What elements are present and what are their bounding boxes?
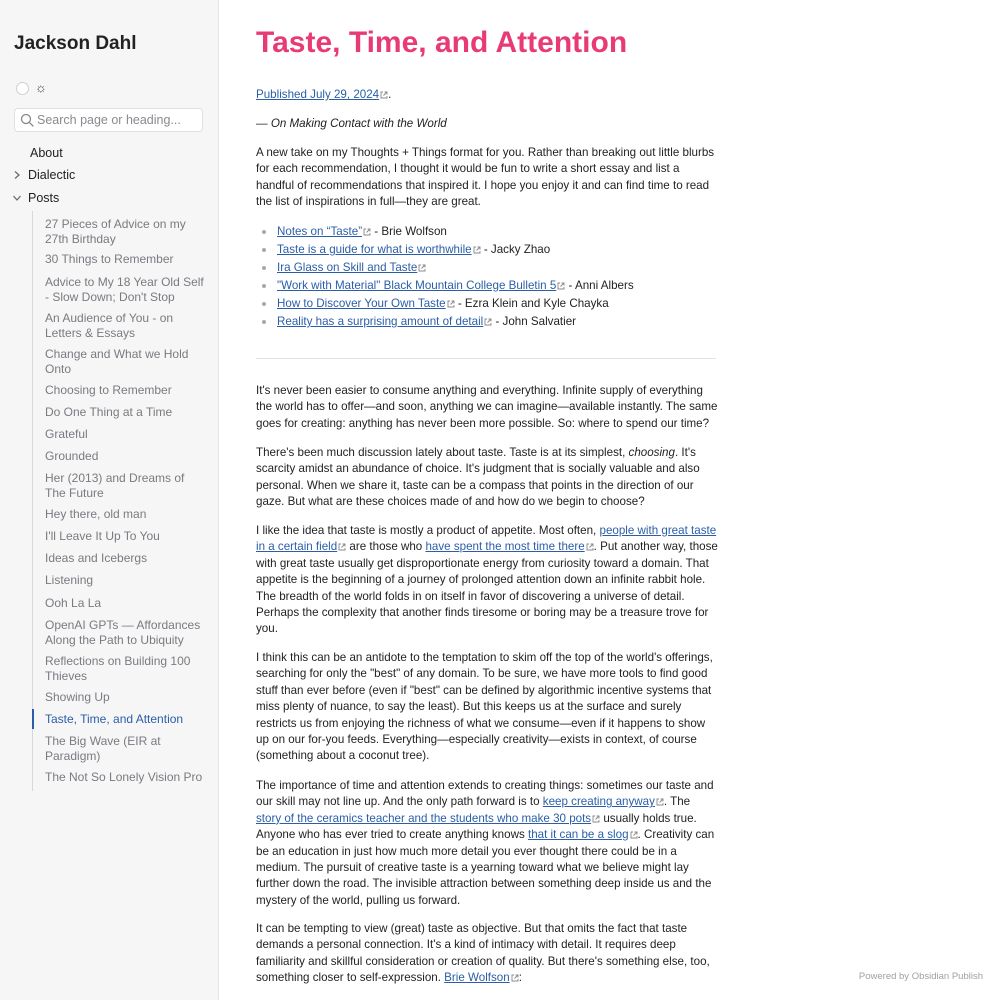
post-link[interactable]: Ooh La La xyxy=(45,596,102,610)
recommendation-link[interactable] xyxy=(277,315,492,328)
recommendation-author: - Ezra Klein and Kyle Chayka xyxy=(454,297,609,310)
inline-link-text: story of the ceramics teacher and the students who make 30 pots xyxy=(256,811,592,825)
external-link-icon xyxy=(338,543,346,551)
external-link-icon xyxy=(592,815,600,823)
post-link[interactable]: Hey there, old man xyxy=(45,507,147,521)
recommendation-link[interactable] xyxy=(277,279,565,292)
bullet xyxy=(262,320,266,324)
inline-link-text: people with great taste in a certain field xyxy=(256,524,717,554)
divider xyxy=(256,358,716,359)
post-link[interactable]: I'll Leave It Up To You xyxy=(45,529,160,543)
chevron-down-icon[interactable] xyxy=(12,193,22,203)
inline-link[interactable] xyxy=(543,795,664,808)
recommendation-link-text: "Work with Material" Black Mountain College Bulletin 5 xyxy=(277,279,557,292)
text-run: . Creativity can be an education in just how much more detail you ever thought there could be in a medium. The pursuit of creative taste is a yearning toward what we believe might lay further down the road. The invisible attraction between something deep inside us and the mystery of the world, pulling us forward. xyxy=(256,828,715,907)
list-item xyxy=(277,261,426,275)
recommendation-author: - Anni Albers xyxy=(565,279,634,292)
paragraph: It's never been easier to consume anything and everything. Infinite supply of everything the world has to offer—and soon, anything we can imagine—available instantly. The same goes for creating: anything has never been more possible. So: where to spend our time? xyxy=(256,384,718,430)
recommendation-author: - John Salvatier xyxy=(492,315,577,328)
inline-link-text: keep creating anyway xyxy=(542,795,655,809)
inline-link-text: have spent the most time there xyxy=(425,540,585,554)
post-link[interactable]: 27 Pieces of Advice on my 27th Birthday xyxy=(45,217,186,246)
post-link[interactable]: OpenAI GPTs — Affordances Along the Path to Ubiquity xyxy=(45,618,201,647)
post-link[interactable]: An Audience of You - on Letters & Essays xyxy=(45,311,174,340)
post-link[interactable]: 30 Things to Remember xyxy=(45,252,174,266)
post-link-active[interactable]: Taste, Time, and Attention xyxy=(45,712,184,726)
recommendation-link[interactable] xyxy=(277,225,371,238)
external-link-icon xyxy=(418,264,426,272)
text-run: : xyxy=(518,971,522,985)
post-link[interactable]: Choosing to Remember xyxy=(45,383,172,397)
published-suffix: . xyxy=(388,88,392,101)
published-link-text: Published July 29, 2024 xyxy=(256,88,380,101)
external-link-icon xyxy=(473,246,481,254)
bullet xyxy=(262,284,266,288)
text-run: . It's scarcity amidst an abundance of choice. It's judgment that is socially valuable and also personal. When we share it, taste can be a compass that points in the direction of our gaze. But what are these choices made of and how do we begin to choose? xyxy=(256,446,700,509)
paragraph xyxy=(256,778,718,909)
inline-link[interactable] xyxy=(256,812,600,825)
external-link-icon xyxy=(363,228,371,236)
bullet xyxy=(262,230,266,234)
powered-by[interactable]: Powered by Obsidian Publish xyxy=(858,971,983,982)
external-link-icon xyxy=(656,798,664,806)
intro-paragraph: A new take on my Thoughts + Things format for you. Rather than breaking out little blurbs for each recommendation, I thought it would be fun to write a short essay and list a handful of recommendations that inspired it. I hope you enjoy it and can find time to read the list of inspirations in full—they are great. xyxy=(256,146,715,209)
post-link[interactable]: The Not So Lonely Vision Pro xyxy=(45,770,203,784)
sidebar-item-dialectic[interactable]: Dialectic xyxy=(28,168,76,182)
search-icon xyxy=(20,113,34,127)
post-link[interactable]: Reflections on Building 100 Thieves xyxy=(45,654,191,683)
bullet xyxy=(262,302,266,306)
search-box[interactable] xyxy=(14,108,203,132)
recommendation-link-text: Ira Glass on Skill and Taste xyxy=(277,261,418,274)
recommendation-author: - Brie Wolfson xyxy=(371,225,447,238)
post-link[interactable]: Listening xyxy=(45,573,94,587)
inline-link[interactable] xyxy=(444,971,519,984)
bullet xyxy=(262,266,266,270)
recommendation-link-text: How to Discover Your Own Taste xyxy=(277,297,446,310)
post-link[interactable]: Showing Up xyxy=(45,690,110,704)
inline-link[interactable] xyxy=(528,828,638,841)
text-run: are those who xyxy=(346,540,426,554)
recommendation-link[interactable] xyxy=(277,243,481,256)
recommendation-link[interactable] xyxy=(277,261,426,274)
theme-toggle[interactable] xyxy=(16,82,46,96)
paragraph xyxy=(256,921,718,987)
paragraph xyxy=(256,445,718,511)
text-run: It can be tempting to view (great) taste as objective. But that omits the fact that taste demands a personal connection. It's a kind of intimacy with detail. It requires deep familiarity and skillful consideration or creation of quality. But there's something else, too, something closer to self-expression. xyxy=(256,922,710,985)
sun-icon: ☼ xyxy=(35,80,47,95)
text-run: . Put another way, those with great taste usually get disproportionate energy from curiosity toward a domain. That appetite is the beginning of a journey of prolonged attention down an infinite rabbit hole. The breadth of the world folds in on itself in favor of discovering a universe of detail. Perhaps the complexity that another finds tiresome or boring may be a treasure trove for you. xyxy=(256,540,718,636)
emphasis: choosing xyxy=(628,446,675,459)
sidebar xyxy=(0,0,219,1000)
text-run: usually holds true. Anyone who has ever tried to create anything knows xyxy=(256,811,697,842)
post-link[interactable]: Grounded xyxy=(45,449,99,463)
post-link[interactable]: Grateful xyxy=(45,427,88,441)
list-item xyxy=(277,225,447,239)
recommendation-link-text: Notes on “Taste” xyxy=(277,225,363,238)
active-indicator xyxy=(32,709,34,729)
post-link[interactable]: Advice to My 18 Year Old Self - Slow Down; Don't Stop xyxy=(45,275,204,304)
post-link[interactable]: Her (2013) and Dreams of The Future xyxy=(45,471,185,500)
paragraph xyxy=(256,523,718,638)
external-link-icon xyxy=(447,300,455,308)
sidebar-item-posts[interactable]: Posts xyxy=(28,191,60,205)
recommendation-link[interactable] xyxy=(277,297,455,310)
inline-link[interactable] xyxy=(425,540,593,553)
search-input[interactable] xyxy=(37,110,197,130)
post-link[interactable]: Ideas and Icebergs xyxy=(45,551,148,565)
recommendation-author: - Jacky Zhao xyxy=(480,243,551,256)
site-title[interactable]: Jackson Dahl xyxy=(14,33,137,54)
post-link[interactable]: Change and What we Hold Onto xyxy=(45,347,189,376)
bullet xyxy=(262,248,266,252)
list-item xyxy=(277,315,576,329)
inline-link-text: Brie Wolfson xyxy=(444,971,510,985)
published-line xyxy=(256,87,718,103)
list-item xyxy=(277,243,550,257)
external-link-icon xyxy=(630,831,638,839)
post-link[interactable]: The Big Wave (EIR at Paradigm) xyxy=(45,734,161,763)
external-link-icon xyxy=(511,974,519,982)
chevron-right-icon[interactable] xyxy=(12,170,22,180)
tagline: — On Making Contact with the World xyxy=(256,117,447,130)
recommendation-link-text: Reality has a surprising amount of detail xyxy=(277,315,484,328)
text-run: I like the idea that taste is mostly a product of appetite. Most often, xyxy=(256,524,600,537)
list-item xyxy=(277,297,609,311)
paragraph: I think this can be an antidote to the temptation to skim off the top of the world's offerings, searching for only the "best" of any domain. To be sure, we have more tools to find good stuff than ever before (even if "best" can be defined by algorithmic incentive systems that miss plenty of nuance, to say the least). But this keeps us at the surface and surely restricts us from enjoying the richness of what we consume—even if it happens to show up on our for-you feeds. Everything—especially creativity—exists in context, of course (something about a coconut tree). xyxy=(256,651,713,763)
text-run: There's been much discussion lately about taste. Taste is at its simplest, xyxy=(256,446,629,459)
list-item xyxy=(277,279,634,293)
posts-list xyxy=(32,211,213,791)
recommendation-link-text: Taste is a guide for what is worthwhile xyxy=(277,243,472,256)
external-link-icon xyxy=(380,91,388,99)
page-title: Taste, Time, and Attention xyxy=(256,26,628,59)
text-run: . The xyxy=(663,795,691,809)
sidebar-item-about[interactable]: About xyxy=(30,146,63,160)
external-link-icon xyxy=(586,543,594,551)
published-link[interactable] xyxy=(256,88,388,101)
text-run: The importance of time and attention extends to creating things: sometimes our taste and our skill may not line up. And the only path forward is to xyxy=(256,779,714,809)
inline-link-text: that it can be a slog xyxy=(527,828,629,842)
post-link[interactable]: Do One Thing at a Time xyxy=(45,405,173,419)
toggle-knob-icon xyxy=(16,82,29,95)
